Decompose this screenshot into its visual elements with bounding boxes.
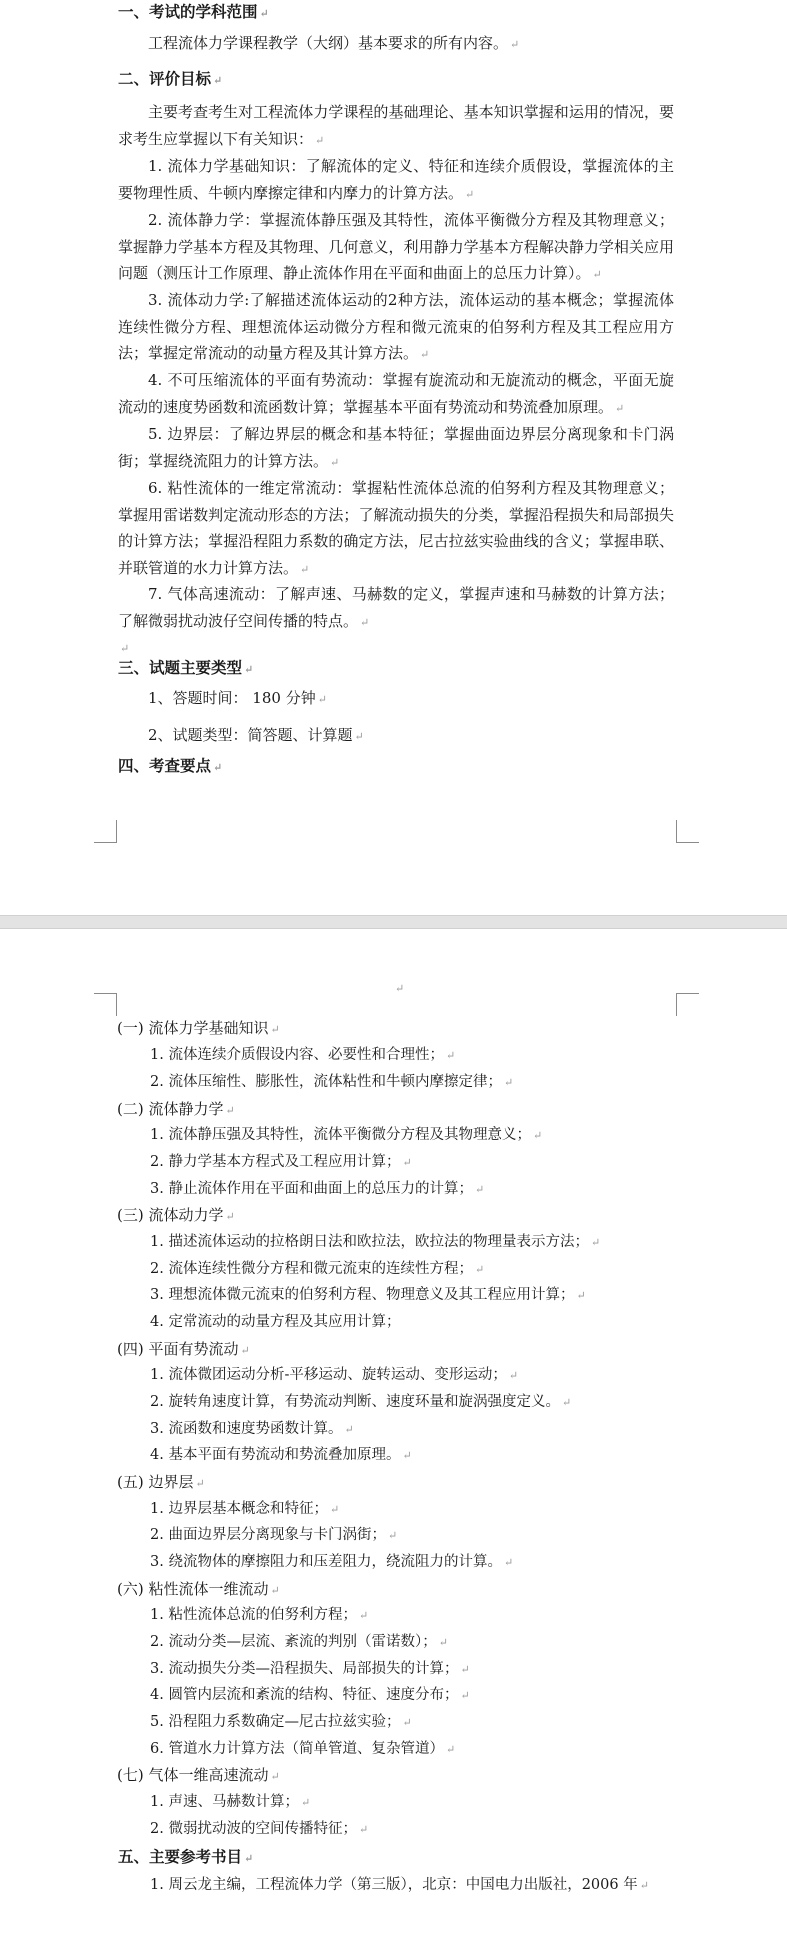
topic-6-heading: (六) 粘性流体一维流动 ↵ — [117, 1580, 280, 1598]
list-item: 2. 曲面边界层分离现象与卡门涡街； ↵ — [150, 1527, 398, 1543]
section-3-heading: 三、试题主要类型 ↵ — [118, 658, 254, 677]
section-5-heading: 五、主要参考书目 ↵ — [118, 1847, 254, 1866]
list-item: 3. 流函数和速度势函数计算。 ↵ — [150, 1421, 354, 1437]
section-4-heading: 四、考查要点 ↵ — [118, 756, 223, 775]
section-1-heading: 一、考试的学科范围 ↵ — [118, 2, 269, 21]
empty-paragraph-mark: ↵ — [395, 982, 405, 995]
topic-2-heading: (二) 流体静力学 ↵ — [117, 1100, 235, 1118]
crop-mark-top-right — [676, 993, 699, 1016]
topic-4-heading: (四) 平面有势流动 ↵ — [117, 1340, 250, 1358]
objective-4: 4. 不可压缩流体的平面有势流动：掌握有旋流动和无旋流动的概念，平面无旋流动的速度势函数和流函数计算；掌握基本平面有势流动和势流叠加原理。 ↵ — [118, 371, 674, 416]
list-item: 4. 基本平面有势流动和势流叠加原理。 ↵ — [150, 1447, 412, 1463]
empty-paragraph-mark: ↵ — [120, 642, 130, 655]
list-item: 4. 圆管内层流和紊流的结构、特征、速度分布； ↵ — [150, 1687, 470, 1703]
list-item: 4. 定常流动的动量方程及其应用计算； — [150, 1314, 401, 1330]
crop-mark-bottom-right — [676, 820, 699, 843]
list-item: 1. 边界层基本概念和特征； ↵ — [150, 1501, 340, 1517]
list-item: 1. 流体静压强及其特性，流体平衡微分方程及其物理意义； ↵ — [150, 1127, 543, 1143]
list-item: 1. 声速、马赫数计算； ↵ — [150, 1794, 311, 1810]
list-item: 2. 旋转角速度计算，有势流动判断、速度环量和旋涡强度定义。 ↵ — [150, 1394, 572, 1410]
list-item: 3. 静止流体作用在平面和曲面上的总压力的计算； ↵ — [150, 1181, 485, 1197]
list-item: 1. 流体微团运动分析-平移运动、旋转运动、变形运动； ↵ — [150, 1367, 519, 1383]
objective-1: 1. 流体力学基础知识：了解流体的定义、特征和连续介质假设，掌握流体的主要物理性质、牛顿内摩擦定律和内摩力的计算方法。 ↵ — [118, 157, 674, 202]
page-gap — [0, 915, 787, 929]
objective-3: 3. 流体动力学:了解描述流体运动的2种方法，流体运动的基本概念；掌握流体连续性微分方程、理想流体运动微分方程和微元流束的伯努利方程及其工程应用方法；掌握定常流动的动量方程及其计算方法。 ↵ — [118, 291, 674, 362]
topic-7-heading: (七) 气体一维高速流动 ↵ — [117, 1766, 280, 1784]
list-item: 2. 流体压缩性、膨胀性，流体粘性和牛顿内摩擦定律； ↵ — [150, 1074, 514, 1090]
reference-item: 1. 周云龙主编，工程流体力学（第三版），北京：中国电力出版社，2006 年 ↵ — [150, 1877, 649, 1893]
objective-6: 6. 粘性流体的一维定常流动：掌握粘性流体总流的伯努利方程及其物理意义；掌握用雷诺数判定流动形态的方法；了解流动损失的分类，掌握沿程损失和局部损失的计算方法；掌握沿程阻力系数的确定方法，尼古拉兹实验曲线的含义；掌握串联、并联管道的水力计算方法。 ↵ — [118, 479, 674, 577]
list-item: 3. 理想流体微元流束的伯努利方程、物理意义及其工程应用计算； ↵ — [150, 1287, 586, 1303]
exam-time: 1、答题时间： 180 分钟 ↵ — [148, 689, 327, 707]
list-item: 6. 管道水力计算方法（简单管道、复杂管道） ↵ — [150, 1741, 456, 1757]
list-item: 2. 微弱扰动波的空间传播特征； ↵ — [150, 1821, 369, 1837]
list-item: 1. 描述流体运动的拉格朗日法和欧拉法，欧拉法的物理量表示方法； ↵ — [150, 1234, 601, 1250]
topic-3-heading: (三) 流体动力学 ↵ — [117, 1206, 235, 1224]
section-2-heading: 二、评价目标 ↵ — [118, 69, 223, 88]
list-item: 3. 流动损失分类—沿程损失、局部损失的计算； ↵ — [150, 1661, 470, 1677]
list-item: 5. 沿程阻力系数确定—尼古拉兹实验； ↵ — [150, 1714, 412, 1730]
list-item: 2. 流体连续性微分方程和微元流束的连续性方程； ↵ — [150, 1261, 485, 1277]
section-1-text: 工程流体力学课程教学（大纲）基本要求的所有内容。 ↵ — [148, 34, 520, 52]
list-item: 1. 流体连续介质假设内容、必要性和合理性； ↵ — [150, 1047, 456, 1063]
question-types: 2、试题类型：简答题、计算题 ↵ — [148, 726, 364, 744]
list-item: 2. 静力学基本方程式及工程应用计算； ↵ — [150, 1154, 412, 1170]
crop-mark-bottom-left — [94, 820, 117, 843]
list-item: 1. 粘性流体总流的伯努利方程； ↵ — [150, 1607, 369, 1623]
crop-mark-top-left — [94, 993, 117, 1016]
section-2-intro: 主要考查考生对工程流体力学课程的基础理论、基本知识掌握和运用的情况，要求考生应掌握以下有关知识： ↵ — [118, 103, 674, 148]
topic-5-heading: (五) 边界层 ↵ — [117, 1473, 205, 1491]
list-item: 2. 流动分类—层流、紊流的判别（雷诺数）； ↵ — [150, 1634, 448, 1650]
objective-7: 7. 气体高速流动：了解声速、马赫数的定义，掌握声速和马赫数的计算方法；了解微弱扰动波仔空间传播的特点。 ↵ — [118, 585, 674, 630]
document-page-2 — [0, 929, 787, 1945]
objective-5: 5. 边界层：了解边界层的概念和基本特征；掌握曲面边界层分离现象和卡门涡街；掌握绕流阻力的计算方法。 ↵ — [118, 425, 674, 470]
document-page-1 — [0, 0, 787, 915]
topic-1-heading: (一) 流体力学基础知识 ↵ — [117, 1019, 280, 1037]
list-item: 3. 绕流物体的摩擦阻力和压差阻力，绕流阻力的计算。 ↵ — [150, 1554, 514, 1570]
objective-2: 2. 流体静力学：掌握流体静压强及其特性，流体平衡微分方程及其物理意义；掌握静力学基本方程及其物理、几何意义，利用静力学基本方程解决静力学相关应用问题（测压计工作原理、静止流体作用在平面和曲面上的总压力计算）。 ↵ — [118, 211, 674, 282]
